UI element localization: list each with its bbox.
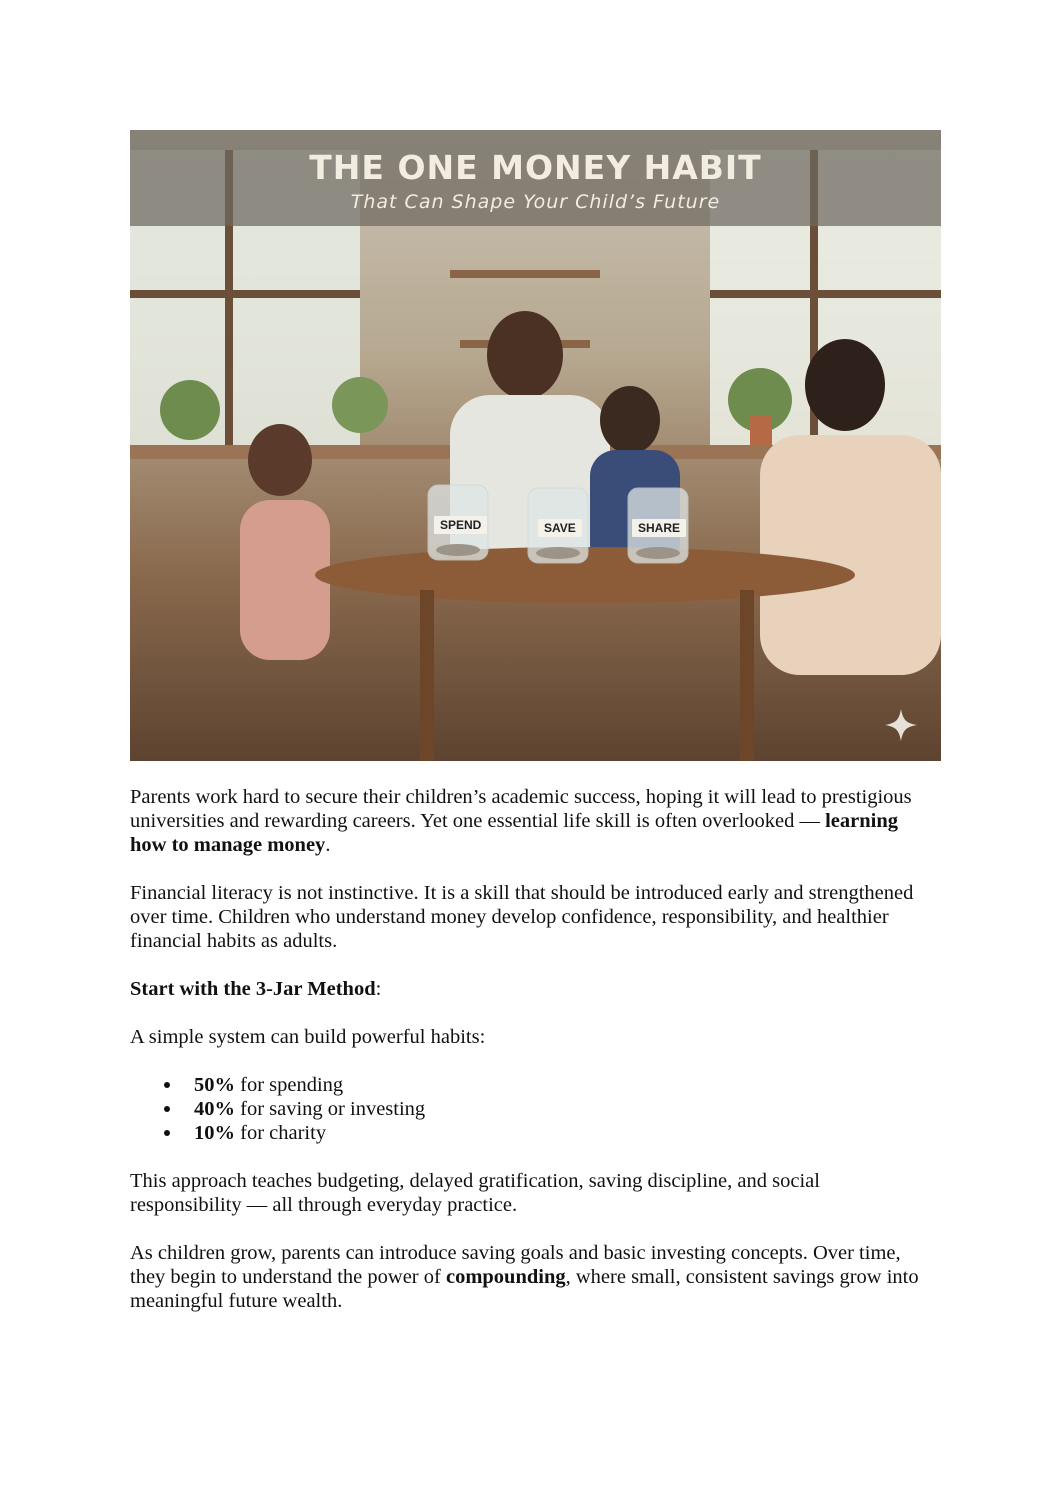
bullet-icon — [164, 1082, 170, 1088]
sparkle-icon — [883, 707, 919, 743]
list-item: 10% for charity — [164, 1121, 930, 1145]
paragraph-compounding: As children grow, parents can introduce saving goals and basic investing concepts. Over time, they begin to understand the power of compounding, where small, consistent savings grow into meaningful future wealth. — [130, 1242, 919, 1312]
section-heading: Start with the 3-Jar Method: — [130, 978, 382, 1000]
paragraph-simple-system: A simple system can build powerful habits: — [130, 1026, 486, 1048]
bold-phrase: learning how to manage money — [130, 810, 899, 856]
paragraph-financial-literacy: Financial literacy is not instinctive. It is a skill that should be introduced early and strengthened over time. Children who understand money develop confidence, responsibility, and healthier financial habits as adults. — [130, 882, 914, 952]
paragraph-intro: Parents work hard to secure their children’s academic success, hoping it will lead to prestigious universities and rewarding careers. Yet one essential life skill is often overlooked — learning how to manage money. — [130, 786, 912, 856]
bullet-icon — [164, 1106, 170, 1112]
list-item: 40% for saving or investing — [164, 1097, 930, 1121]
article-body — [130, 785, 930, 1313]
jar-label-save: SAVE — [538, 519, 582, 537]
jar-allocation-list — [130, 1073, 930, 1145]
bullet-icon — [164, 1130, 170, 1136]
list-item: 50% for spending — [164, 1073, 930, 1097]
jar-label-share: SHARE — [632, 519, 686, 537]
hero-banner — [130, 130, 941, 226]
bold-phrase: compounding — [445, 1266, 566, 1288]
hero-image — [130, 130, 941, 761]
hero-subtitle: That Can Shape Your Child’s Future — [350, 191, 721, 213]
hero-title: THE ONE MONEY HABIT — [309, 148, 762, 187]
jar-label-spend: SPEND — [434, 516, 487, 534]
paragraph-approach: This approach teaches budgeting, delayed gratification, saving discipline, and social responsibility — all through everyday practice. — [130, 1170, 820, 1216]
